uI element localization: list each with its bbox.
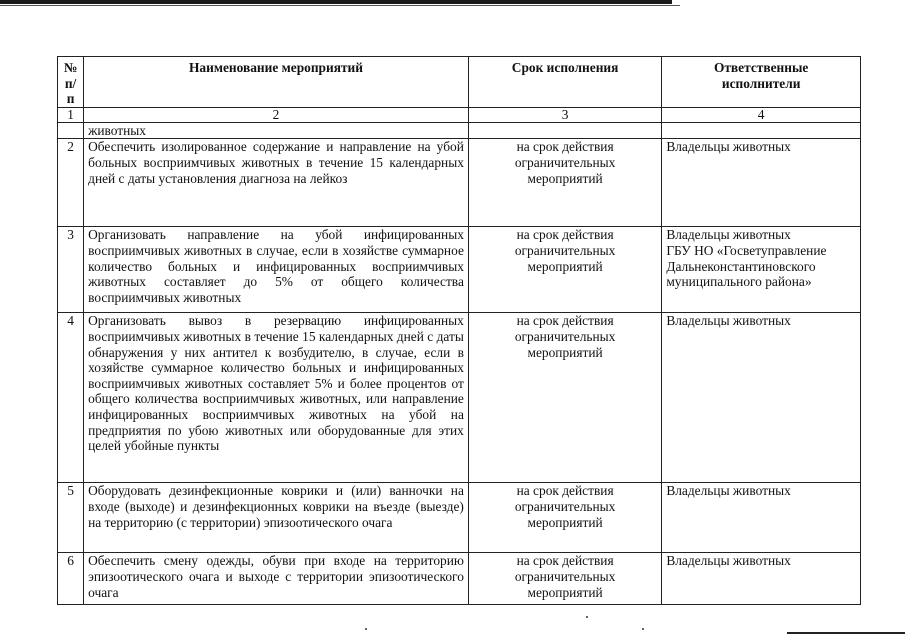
- row-num: 3: [58, 227, 84, 313]
- table-row: [58, 313, 861, 483]
- continuation-row: [58, 122, 861, 139]
- scan-speck: [642, 628, 644, 630]
- row-responsible: Владельцы животных: [662, 483, 861, 553]
- continuation-text: животных: [84, 122, 469, 139]
- column-index: 1: [58, 107, 84, 122]
- row-num: 6: [58, 553, 84, 605]
- row-deadline: [468, 122, 661, 139]
- row-deadline: на срок действия ограничительных мероприятий: [468, 553, 661, 605]
- table-row: [58, 553, 861, 605]
- column-index-row: [58, 107, 861, 122]
- row-measure: Оборудовать дезинфекционные коврики и (или) ванночки на входе (выходе) и дезинфекционных коврики на въезде (выезде) на территорию (с территории) эпизоотического очага: [84, 483, 469, 553]
- scan-edge-top: [0, 0, 672, 4]
- row-num: 4: [58, 313, 84, 483]
- row-num: 5: [58, 483, 84, 553]
- row-deadline: на срок действия ограничительных мероприятий: [468, 139, 661, 227]
- row-measure: Организовать вывоз в резервацию инфицированных восприимчивых животных в течение 15 календарных дней с даты обнаружения у них антител к возбудителю, в случае, если в хозяйстве суммарное количество больных и инфицированных восприимчивых животных составляет 5% и более процентов от общего количества восприимчивых животных, или направление инфицированных восприимчивых животных на убой на предприятия по убою животных или оборудованные для этих целей убойные пункты: [84, 313, 469, 483]
- scan-edge-line: [0, 5, 680, 6]
- column-index: 4: [662, 107, 861, 122]
- scan-edge-bottom: [787, 632, 905, 634]
- row-deadline: на срок действия ограничительных мероприятий: [468, 227, 661, 313]
- header-num: № п/п: [58, 57, 84, 108]
- scan-speck: [586, 616, 588, 618]
- header-responsible: Ответственные исполнители: [662, 57, 861, 108]
- row-measure: Обеспечить изолированное содержание и направление на убой больных восприимчивых животных в течение 15 календарных дней с даты установления диагноза на лейкоз: [84, 139, 469, 227]
- row-responsible: Владельцы животных: [662, 313, 861, 483]
- row-responsible: Владельцы животных: [662, 139, 861, 227]
- header-name: Наименование мероприятий: [84, 57, 469, 108]
- column-index: 2: [84, 107, 469, 122]
- table-row: [58, 139, 861, 227]
- table-row: [58, 483, 861, 553]
- table-row: [58, 227, 861, 313]
- header-deadline: Срок исполнения: [468, 57, 661, 108]
- measures-table: [57, 56, 861, 605]
- scan-speck: [365, 628, 367, 630]
- row-num: 2: [58, 139, 84, 227]
- row-deadline: на срок действия ограничительных мероприятий: [468, 483, 661, 553]
- row-measure: Организовать направление на убой инфицированных восприимчивых животных в случае, если в хозяйстве суммарное количество больных и инфицированных восприимчивых животных составляет до 5% от общего количества восприимчивых животных: [84, 227, 469, 313]
- row-measure: Обеспечить смену одежды, обуви при входе на территорию эпизоотического очага и выходе с территории эпизоотического очага: [84, 553, 469, 605]
- row-responsible: Владельцы животных ГБУ НО «Госветуправление Дальнеконстантиновского муниципального района»: [662, 227, 861, 313]
- table-header-row: [58, 57, 861, 108]
- row-deadline: на срок действия ограничительных мероприятий: [468, 313, 661, 483]
- row-responsible: [662, 122, 861, 139]
- row-responsible: Владельцы животных: [662, 553, 861, 605]
- column-index: 3: [468, 107, 661, 122]
- row-num: [58, 122, 84, 139]
